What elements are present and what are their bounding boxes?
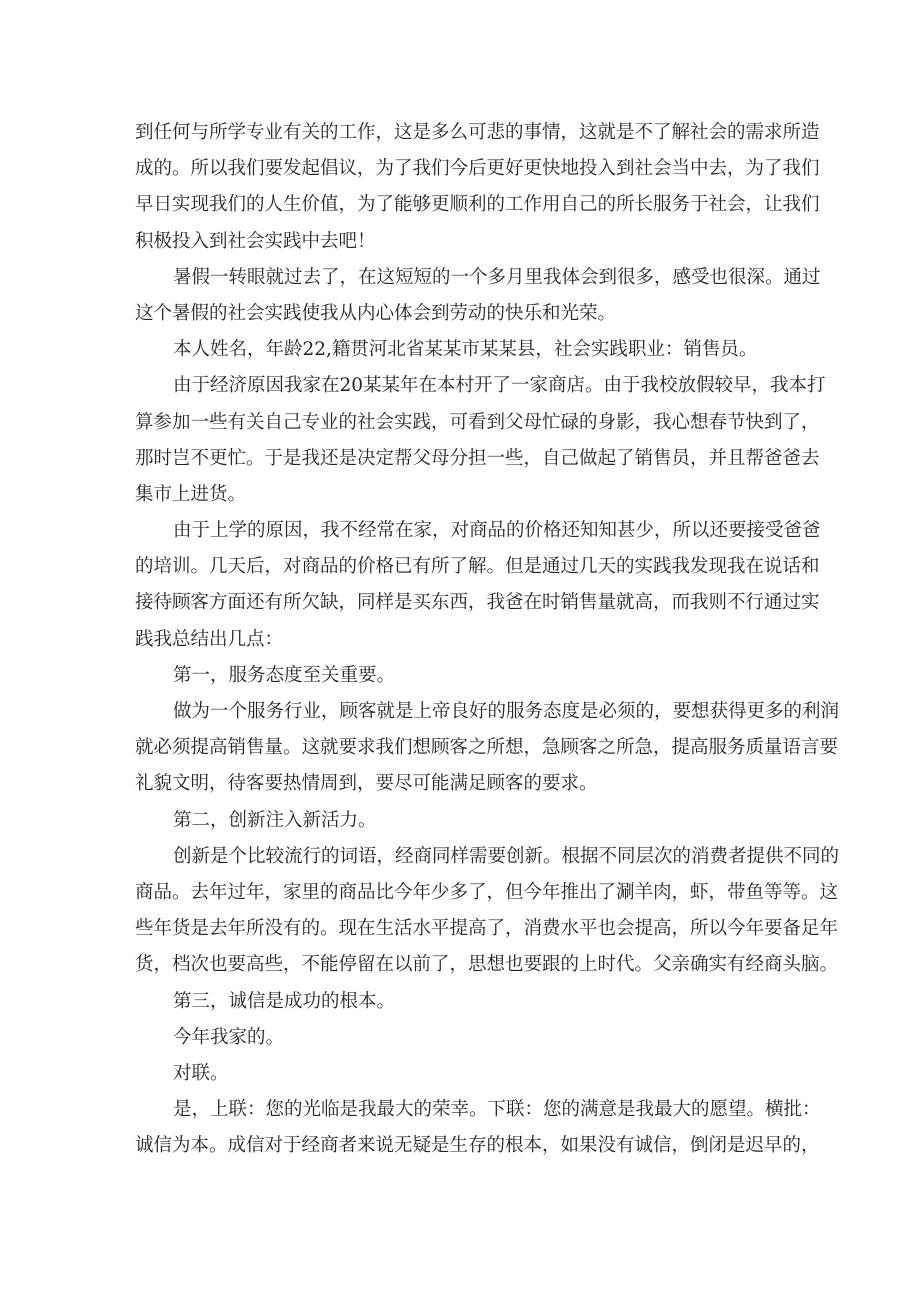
heading-point-three: 第三，诚信是成功的根本。: [173, 990, 396, 1012]
text-line-paragraph-continuation: 些年货是去年所没有的。现在生活水平提高了，消费水平也会提高，所以今年要备足年: [135, 918, 839, 940]
text-line-paragraph-continuation: 货，档次也要高些，不能停留在以前了，思想也要跟的上时代。父亲确实有经商头脑。: [135, 954, 839, 976]
text-line-paragraph-continuation: 的培训。几天后，对商品的价格已有所了解。但是通过几天的实践我发现我在说话和: [135, 556, 820, 578]
text-line-paragraph-continuation: 集市上进货。: [135, 483, 247, 505]
heading-point-one: 第一，服务态度至关重要。: [173, 664, 396, 686]
paragraph-summer-start: 暑假一转眼就过去了，在这短短的一个多月里我体会到很多，感受也很深。通过: [173, 266, 821, 288]
paragraph-couplet-text-start: 是，上联：您的光临是我最大的荣幸。下联：您的满意是我最大的愿望。横批：: [173, 1099, 821, 1121]
text-line-paragraph-continuation: 践我总结出几点：: [135, 628, 284, 650]
text-line-paragraph-continuation: 诚信为本。成信对于经商者来说无疑是生存的根本，如果没有诚信，倒闭是迟早的，: [135, 1135, 820, 1157]
text-line-paragraph-continuation: 算参加一些有关自己专业的社会实践，可看到父母忙碌的身影，我心想春节快到了，: [135, 411, 820, 433]
paragraph-personal-info: 本人姓名，年龄22,籍贯河北省某某市某某县，社会实践职业：销售员。: [173, 339, 758, 361]
paragraph-couplet: 对联。: [173, 1062, 229, 1084]
text-line-paragraph-continuation: 商品。去年过年，家里的商品比今年少多了，但今年推出了涮羊肉，虾，带鱼等等。这: [135, 881, 839, 903]
paragraph-this-year: 今年我家的。: [173, 1026, 285, 1048]
paragraph-innovation-start: 创新是个比较流行的词语，经商同样需要创新。根据不同层次的消费者提供不同的: [173, 845, 840, 867]
text-line-paragraph-continuation: 到任何与所学专业有关的工作，这是多么可悲的事情，这就是不了解社会的需求所造: [135, 122, 820, 143]
text-line-paragraph-continuation: 就必须提高销售量。这就要求我们想顾客之所想，急顾客之所急，提高服务质量语言要: [135, 737, 839, 759]
text-line-paragraph-continuation: 那时岂不更忙。于是我还是决定帮父母分担一些，自己做起了销售员，并且帮爸爸去: [135, 447, 820, 469]
text-line-paragraph-continuation: 礼貌文明，待客要热情周到，要尽可能满足顾客的要求。: [135, 773, 598, 795]
heading-point-two: 第二，创新注入新活力。: [173, 809, 377, 831]
document-body: [135, 115, 840, 1164]
text-line-paragraph-continuation: 接待顾客方面还有所欠缺，同样是买东西，我爸在时销售量就高，而我则不行通过实: [135, 592, 820, 614]
text-line-paragraph-continuation: 成的。所以我们要发起倡议，为了我们今后更好更快地投入到社会当中去，为了我们: [135, 158, 820, 180]
paragraph-shop-start: 由于经济原因我家在20某某年在本村开了一家商店。由于我校放假较早，我本打: [173, 375, 826, 397]
text-line-paragraph-continuation: 这个暑假的社会实践使我从内心体会到劳动的快乐和光荣。: [135, 302, 617, 324]
paragraph-service-start: 做为一个服务行业，顾客就是上帝良好的服务态度是必须的，要想获得更多的利润: [173, 701, 840, 722]
text-line-paragraph-continuation: 早日实现我们的人生价值，为了能够更顺利的工作用自己的所长服务于社会，让我们: [135, 194, 820, 216]
paragraph-training-start: 由于上学的原因，我不经常在家，对商品的价格还知知甚少，所以还要接受爸爸: [173, 520, 821, 542]
text-line-paragraph-continuation: 积极投入到社会实践中去吧！: [135, 230, 376, 252]
